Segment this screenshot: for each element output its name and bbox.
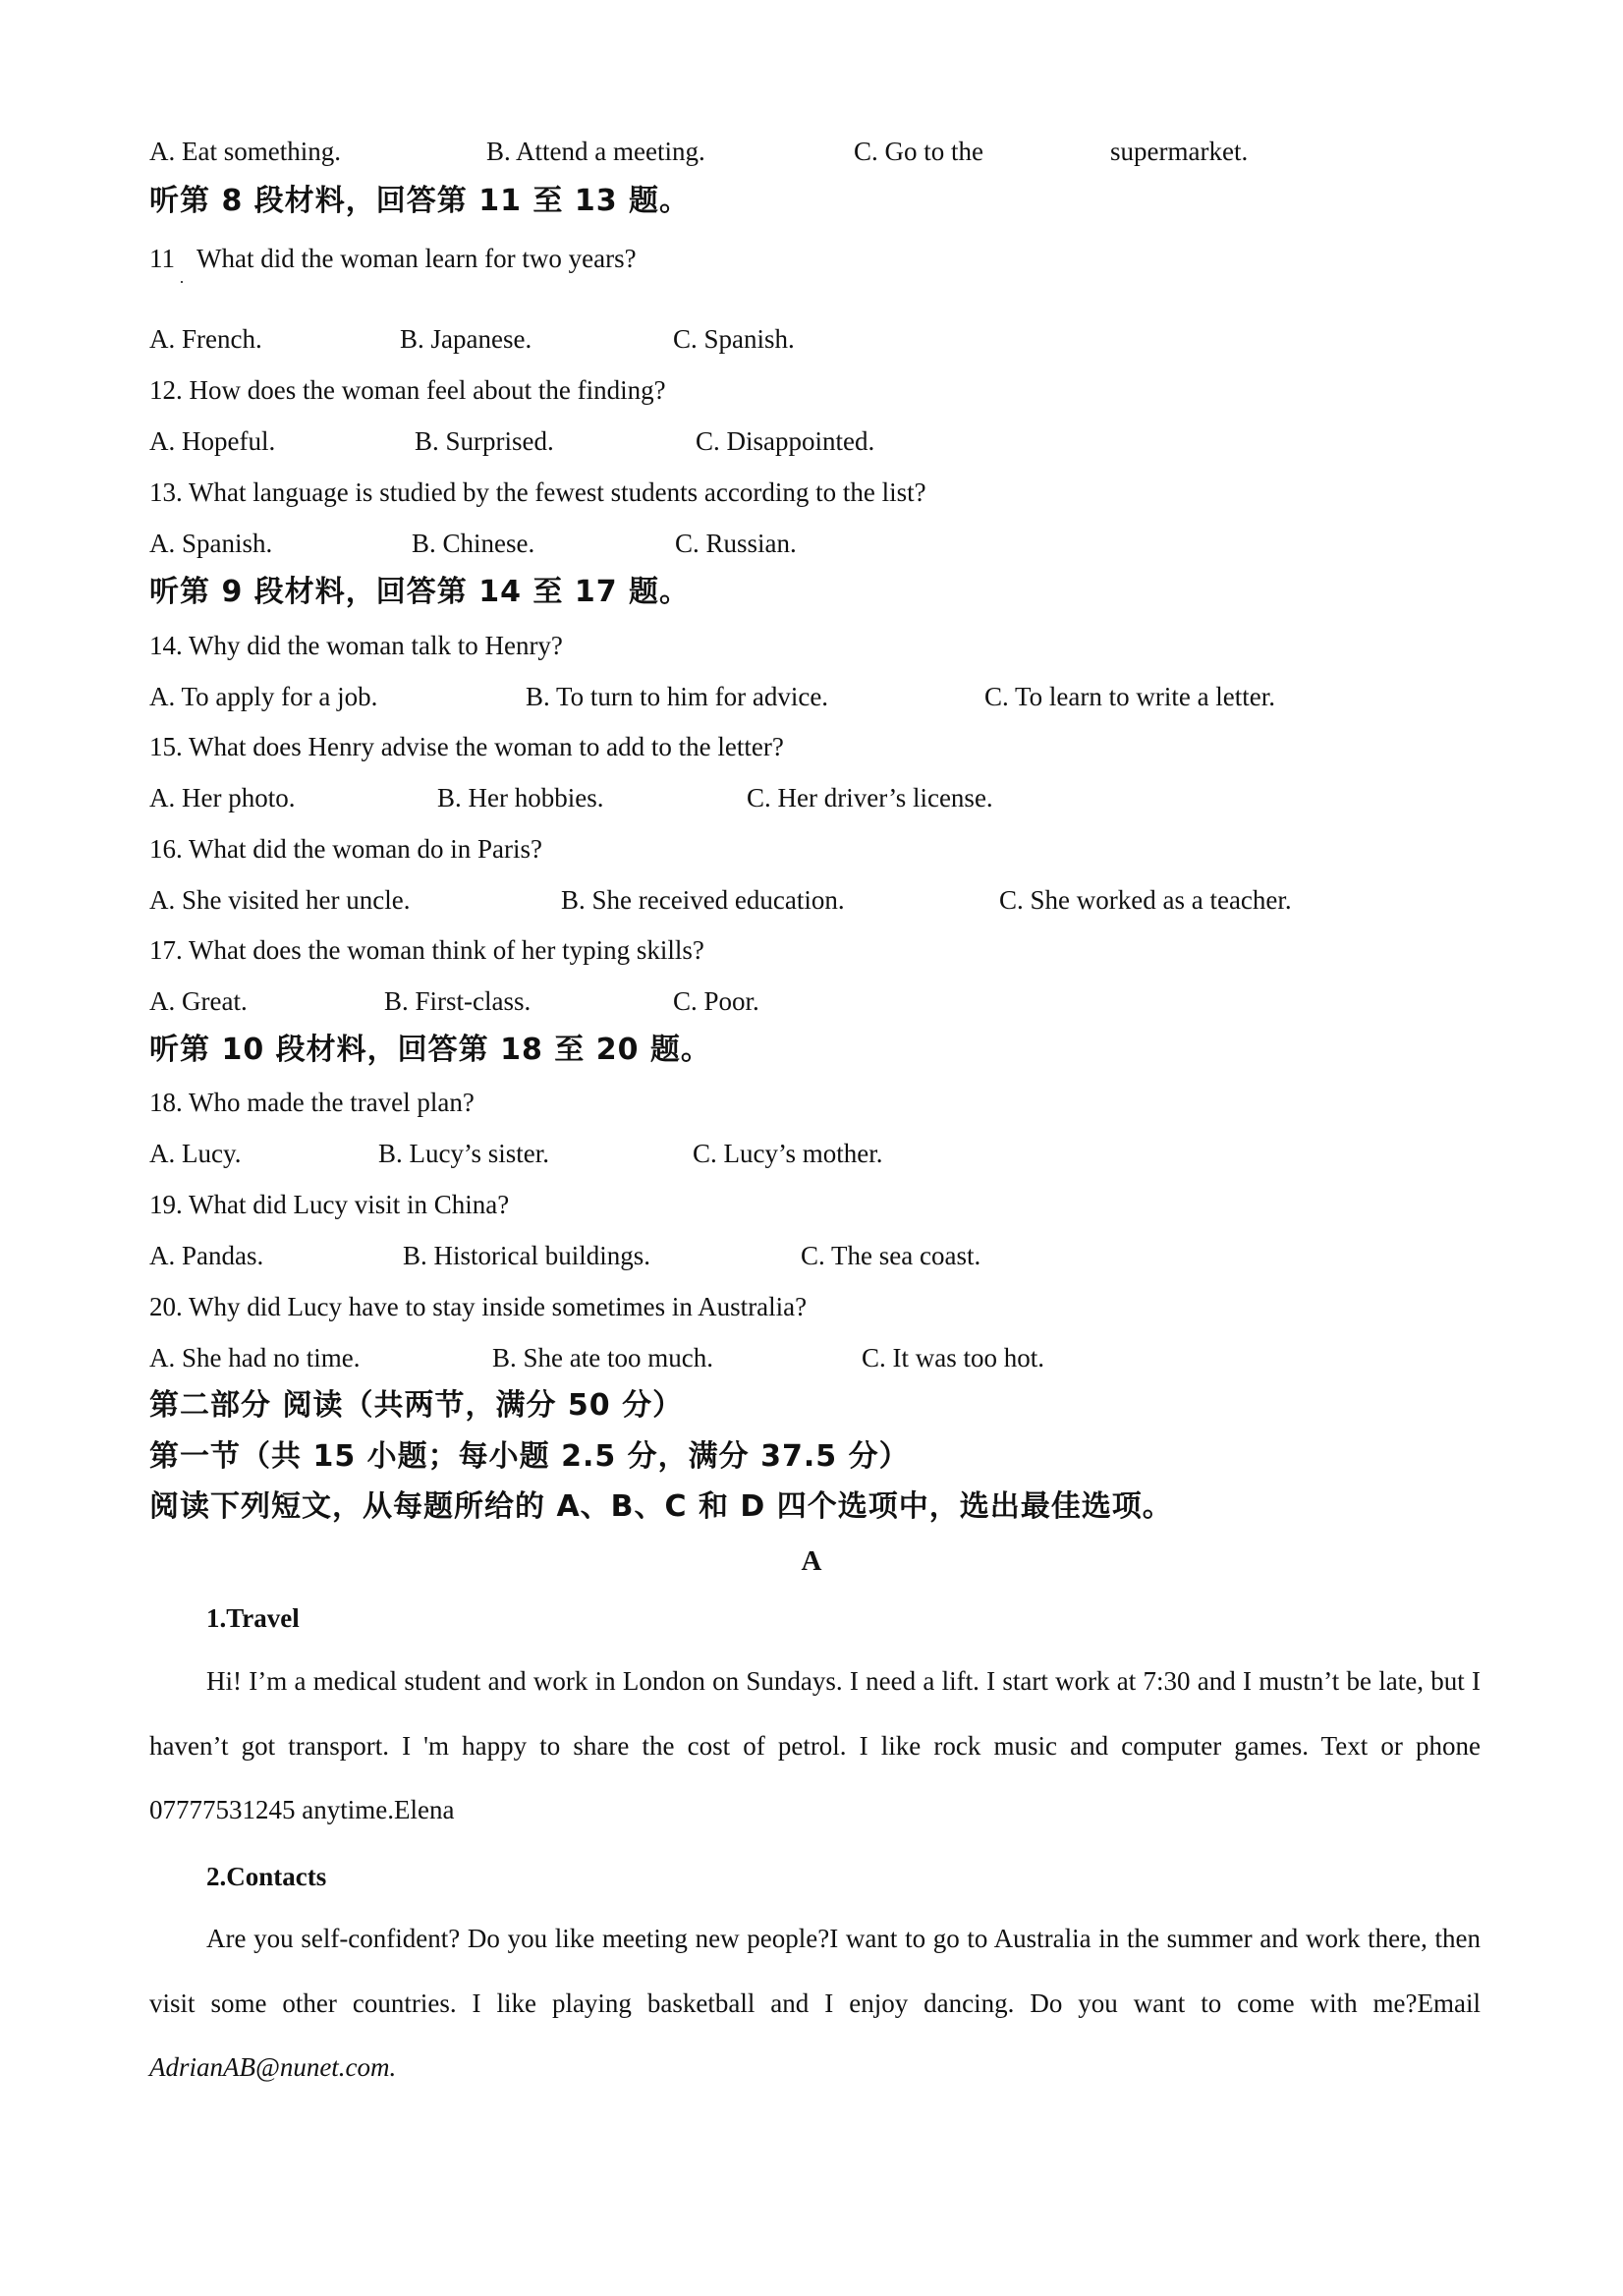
q11-number: 11 xyxy=(149,244,175,273)
q19-option-c: C. The sea coast. xyxy=(801,1241,981,1270)
q14-option-c: C. To learn to write a letter. xyxy=(984,682,1276,711)
ad-2-email: AdrianAB@nunet.com. xyxy=(149,2052,397,2082)
q16-option-c: C. She worked as a teacher. xyxy=(999,885,1292,915)
ad-1-title: 1.Travel xyxy=(206,1603,300,1633)
q20-option-c: C. It was too hot. xyxy=(862,1343,1044,1372)
q20-option-a: A. She had no time. xyxy=(149,1343,361,1372)
q15-option-c: C. Her driver’s license. xyxy=(747,783,993,812)
q18-option-a: A. Lucy. xyxy=(149,1139,242,1168)
section-9-heading: 听第 9 段材料，回答第 14 至 17 题。 xyxy=(149,575,691,609)
q20-question: 20. Why did Lucy have to stay inside sometimes in Australia? xyxy=(149,1292,808,1321)
passage-letter: A xyxy=(801,1545,822,1577)
q14-question: 14. Why did the woman talk to Henry? xyxy=(149,631,563,660)
q11-question: What did the woman learn for two years? xyxy=(196,244,637,273)
q14-option-b: B. To turn to him for advice. xyxy=(526,682,829,711)
section-10-heading: 听第 10 段材料，回答第 18 至 20 题。 xyxy=(149,1033,711,1067)
q11-option-b: B. Japanese. xyxy=(400,324,532,354)
part-2-section-1-heading: 第一节（共 15 小题；每小题 2.5 分，满分 37.5 分） xyxy=(149,1439,910,1474)
q13-option-b: B. Chinese. xyxy=(412,529,535,558)
q19-question: 19. What did Lucy visit in China? xyxy=(149,1190,510,1219)
q19-option-a: A. Pandas. xyxy=(149,1241,264,1270)
part-2-instruction: 阅读下列短文，从每题所给的 A、B、C 和 D 四个选项中，选出最佳选项。 xyxy=(149,1489,1173,1524)
q19-option-b: B. Historical buildings. xyxy=(403,1241,650,1270)
ad-1-text: Hi! I’m a medical student and work in London on Sundays. I need a lift. I start work at 7:30 and I mustn’t be late, but I haven’t got transport. I 'm happy to share the cost of petrol. I like rock music and computer games. Text or phone 07777531245 anytime.Elena xyxy=(149,1666,1481,1824)
q12-question: 12. How does the woman feel about the finding? xyxy=(149,375,666,405)
q13-option-c: C. Russian. xyxy=(675,529,797,558)
section-8-heading: 听第 8 段材料，回答第 11 至 13 题。 xyxy=(149,184,691,218)
q18-question: 18. Who made the travel plan? xyxy=(149,1088,475,1117)
q15-option-a: A. Her photo. xyxy=(149,783,296,812)
ad-2-text xyxy=(149,1907,1481,2100)
q10-option-c-continued: supermarket. xyxy=(1110,137,1249,166)
q16-question: 16. What did the woman do in Paris? xyxy=(149,834,542,864)
q15-question: 15. What does Henry advise the woman to add to the letter? xyxy=(149,732,784,761)
q12-option-c: C. Disappointed. xyxy=(696,426,875,456)
q11-option-a: A. French. xyxy=(149,324,262,354)
q18-option-b: B. Lucy’s sister. xyxy=(378,1139,549,1168)
q14-option-a: A. To apply for a job. xyxy=(149,682,378,711)
q10-option-b: B. Attend a meeting. xyxy=(486,137,705,166)
q10-option-c: C. Go to the xyxy=(854,137,983,166)
q13-option-a: A. Spanish. xyxy=(149,529,273,558)
q16-option-b: B. She received education. xyxy=(561,885,845,915)
q17-question: 17. What does the woman think of her typing skills? xyxy=(149,935,704,965)
q13-question: 13. What language is studied by the fewest students according to the list? xyxy=(149,477,926,507)
q11-option-c: C. Spanish. xyxy=(673,324,795,354)
q10-option-a: A. Eat something. xyxy=(149,137,341,166)
q17-option-a: A. Great. xyxy=(149,986,248,1016)
q12-option-a: A. Hopeful. xyxy=(149,426,276,456)
q16-option-a: A. She visited her uncle. xyxy=(149,885,411,915)
stray-dot xyxy=(181,281,183,283)
q20-option-b: B. She ate too much. xyxy=(492,1343,713,1372)
q17-option-b: B. First-class. xyxy=(384,986,532,1016)
ad-2-title: 2.Contacts xyxy=(206,1862,327,1891)
part-2-heading: 第二部分 阅读（共两节，满分 50 分） xyxy=(149,1388,684,1423)
q18-option-c: C. Lucy’s mother. xyxy=(693,1139,883,1168)
q15-option-b: B. Her hobbies. xyxy=(437,783,604,812)
q12-option-b: B. Surprised. xyxy=(415,426,554,456)
ad-2-body: Are you self-confident? Do you like meeting new people?I want to go to Australia in the summer and work there, then visit some other countries. I like playing basketball and I enjoy dancing. Do you want to come with me?Email xyxy=(149,1924,1481,2018)
q17-option-c: C. Poor. xyxy=(673,986,759,1016)
